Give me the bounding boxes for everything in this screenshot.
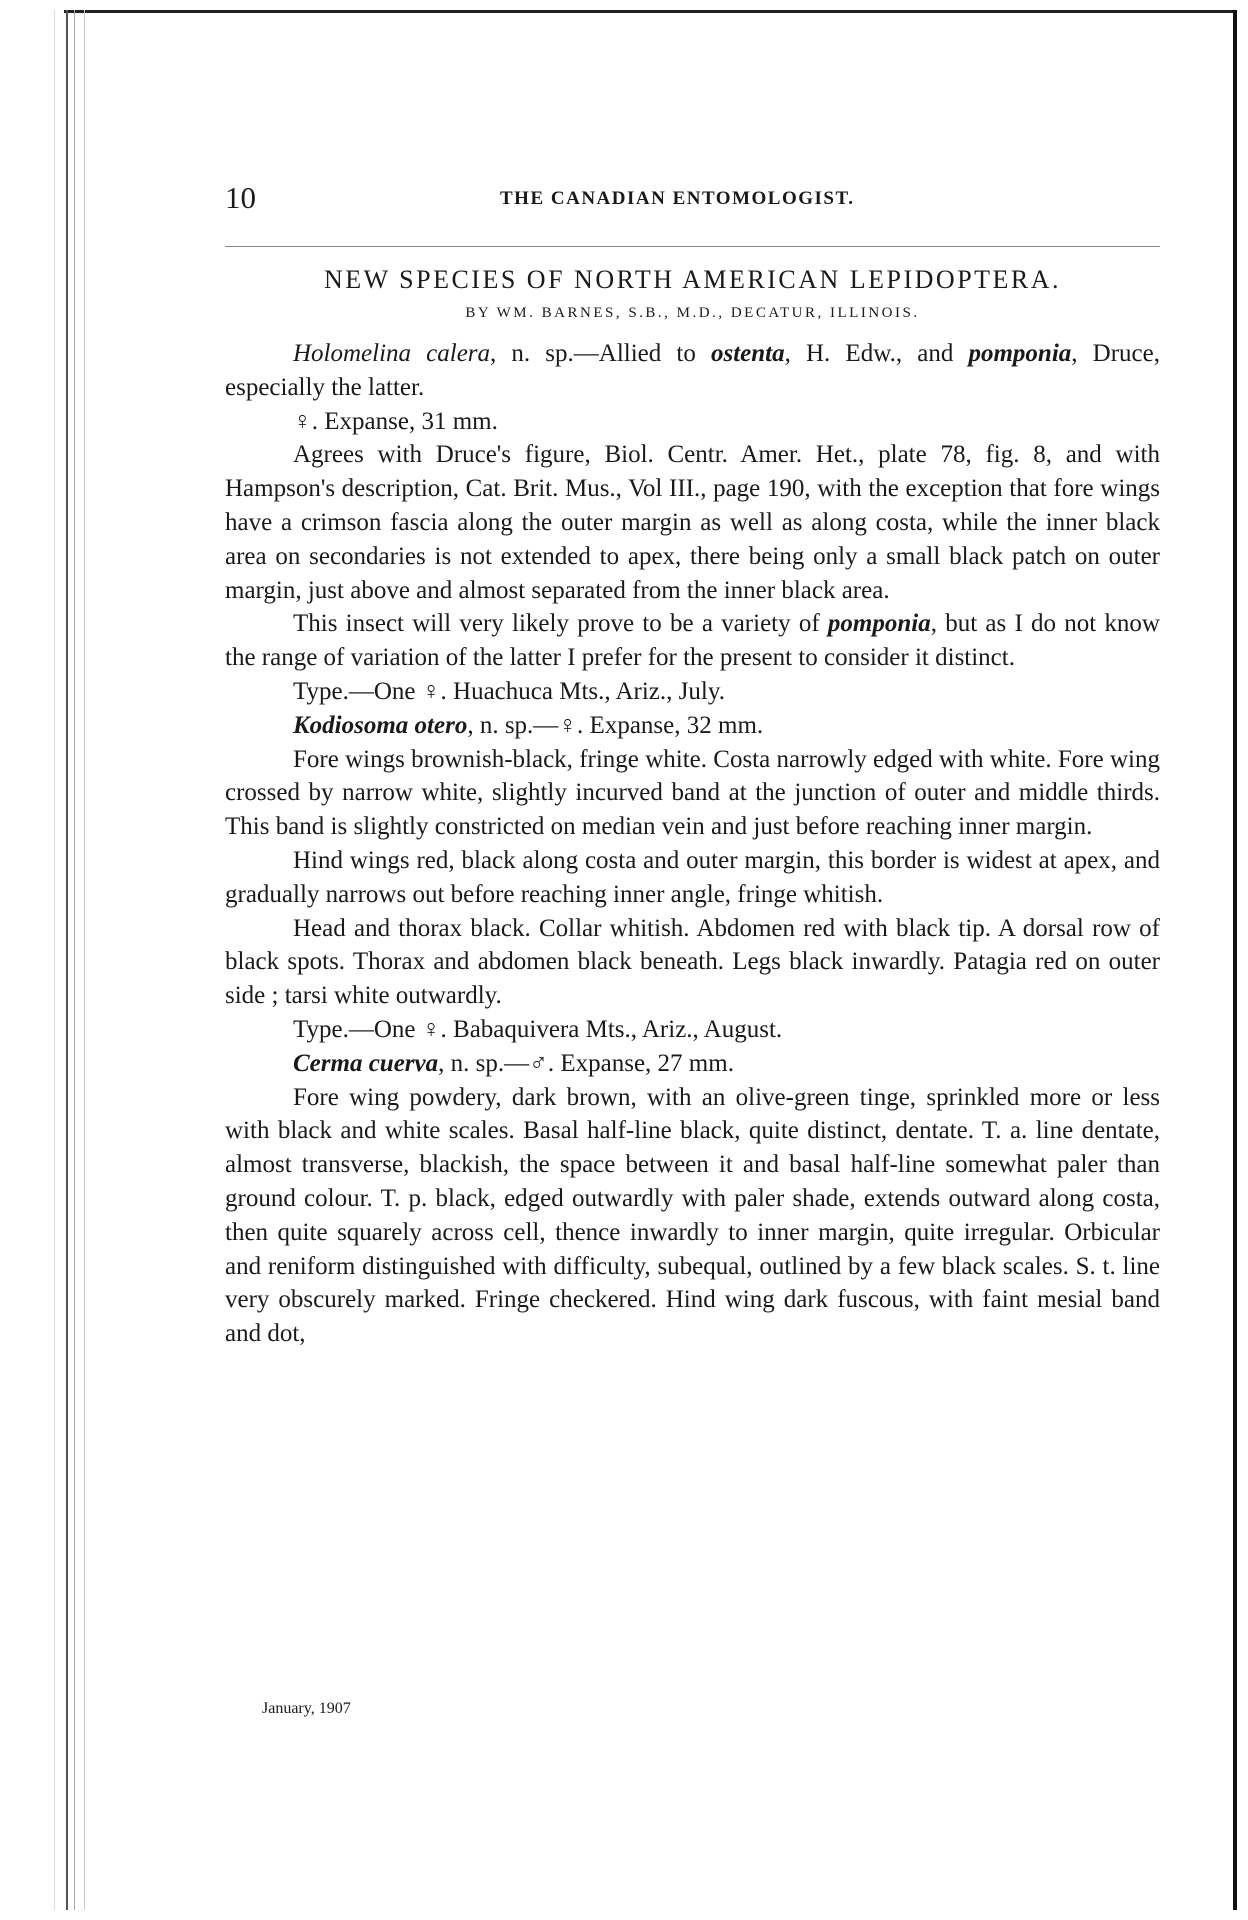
binding-line bbox=[66, 10, 68, 1910]
type-line: Type.—One ♀. Babaquivera Mts., Ariz., August. bbox=[293, 1015, 783, 1043]
species-intro bbox=[225, 1047, 1160, 1081]
species-intro bbox=[225, 337, 1160, 405]
text: , n. sp.—Allied to bbox=[490, 340, 711, 367]
article-body bbox=[225, 337, 1160, 1351]
text: This insect will very likely prove to be a variety of bbox=[293, 610, 828, 638]
binding-line bbox=[84, 10, 85, 1910]
paragraph: Head and thorax black. Collar whitish. Abdomen red with black tip. A dorsal row of black spots. Thorax and abdomen black beneath. Legs black inwardly. Patagia red on outer side ; tarsi white outwardly. bbox=[225, 914, 1160, 1010]
text: , n. sp.—♂. Expanse, 27 mm. bbox=[438, 1049, 734, 1077]
binding-line bbox=[74, 10, 75, 1910]
species-name: Holomelina calera bbox=[293, 340, 491, 367]
issue-date: January, 1907 bbox=[262, 1700, 351, 1717]
paragraph bbox=[225, 607, 1160, 675]
journal-title: THE CANADIAN ENTOMOLOGIST. bbox=[500, 188, 855, 209]
species-name: Kodiosoma otero bbox=[293, 711, 468, 739]
species-ref: pomponia bbox=[968, 340, 1072, 367]
paragraph: Fore wing powdery, dark brown, with an olive-green tinge, sprinkled more or less with black and white scales. Basal half-line black, quite distinct, dentate. T. a. line dentate, almost transverse, blackish, the space between it and basal half-line somewhat paler than ground colour. T. p. black, edged outwardly with paler shade, extends outward along costa, then quite squarely across cell, thence inwardly to inner margin, quite irregular. Orbicular and reniform distinguished with difficulty, subequal, outlined by a few black scales. S. t. line very obscurely marked. Fringe checkered. Hind wing dark fuscous, with faint mesial band and dot, bbox=[225, 1083, 1160, 1348]
expanse-line: ♀. Expanse, 31 mm. bbox=[293, 407, 498, 435]
text: , but as I do not know the range of variation of the latter I prefer for the present to consider it distinct. bbox=[225, 610, 1160, 672]
article-byline: BY WM. BARNES, S.B., M.D., DECATUR, ILLINOIS. bbox=[465, 305, 920, 321]
page-border-right bbox=[1233, 10, 1237, 1910]
article-title: NEW SPECIES OF NORTH AMERICAN LEPIDOPTERA. bbox=[323, 265, 1062, 294]
species-ref: pomponia bbox=[827, 610, 931, 638]
paragraph: Hind wings red, black along costa and outer margin, this border is widest at apex, and gradually narrows out before reaching inner angle, fringe whitish. bbox=[225, 846, 1160, 908]
binding-line bbox=[54, 10, 55, 1910]
text: , H. Edw., and bbox=[784, 340, 969, 367]
page-number: 10 bbox=[225, 180, 256, 215]
species-name: Cerma cuerva bbox=[293, 1049, 439, 1077]
running-head bbox=[225, 170, 1160, 218]
text: , n. sp.—♀. Expanse, 32 mm. bbox=[467, 711, 764, 739]
species-intro bbox=[225, 709, 1160, 743]
text: , Druce, especially the latter. bbox=[225, 340, 1160, 401]
paragraph: Agrees with Druce's figure, Biol. Centr. Amer. Het., plate 78, fig. 8, and with Hampson's description, Cat. Brit. Mus., Vol III., page 190, with the exception that fore wings have a crimson fascia along the outer margin as well as along costa, while the inner black area on secondaries is not extended to apex, there being only a small black patch on outer margin, just above and almost separated from the inner black area. bbox=[225, 441, 1160, 604]
page-border-top bbox=[64, 10, 1236, 13]
header-rule bbox=[225, 246, 1160, 247]
page bbox=[225, 170, 1160, 1351]
paragraph: Fore wings brownish-black, fringe white. Costa narrowly edged with white. Fore wing crossed by narrow white, slightly incurved band at the junction of outer and middle thirds. This band is slightly constricted on median vein and just before reaching inner margin. bbox=[225, 745, 1160, 841]
type-line: Type.—One ♀. Huachuca Mts., Ariz., July. bbox=[293, 677, 725, 705]
species-ref: ostenta bbox=[710, 340, 785, 367]
